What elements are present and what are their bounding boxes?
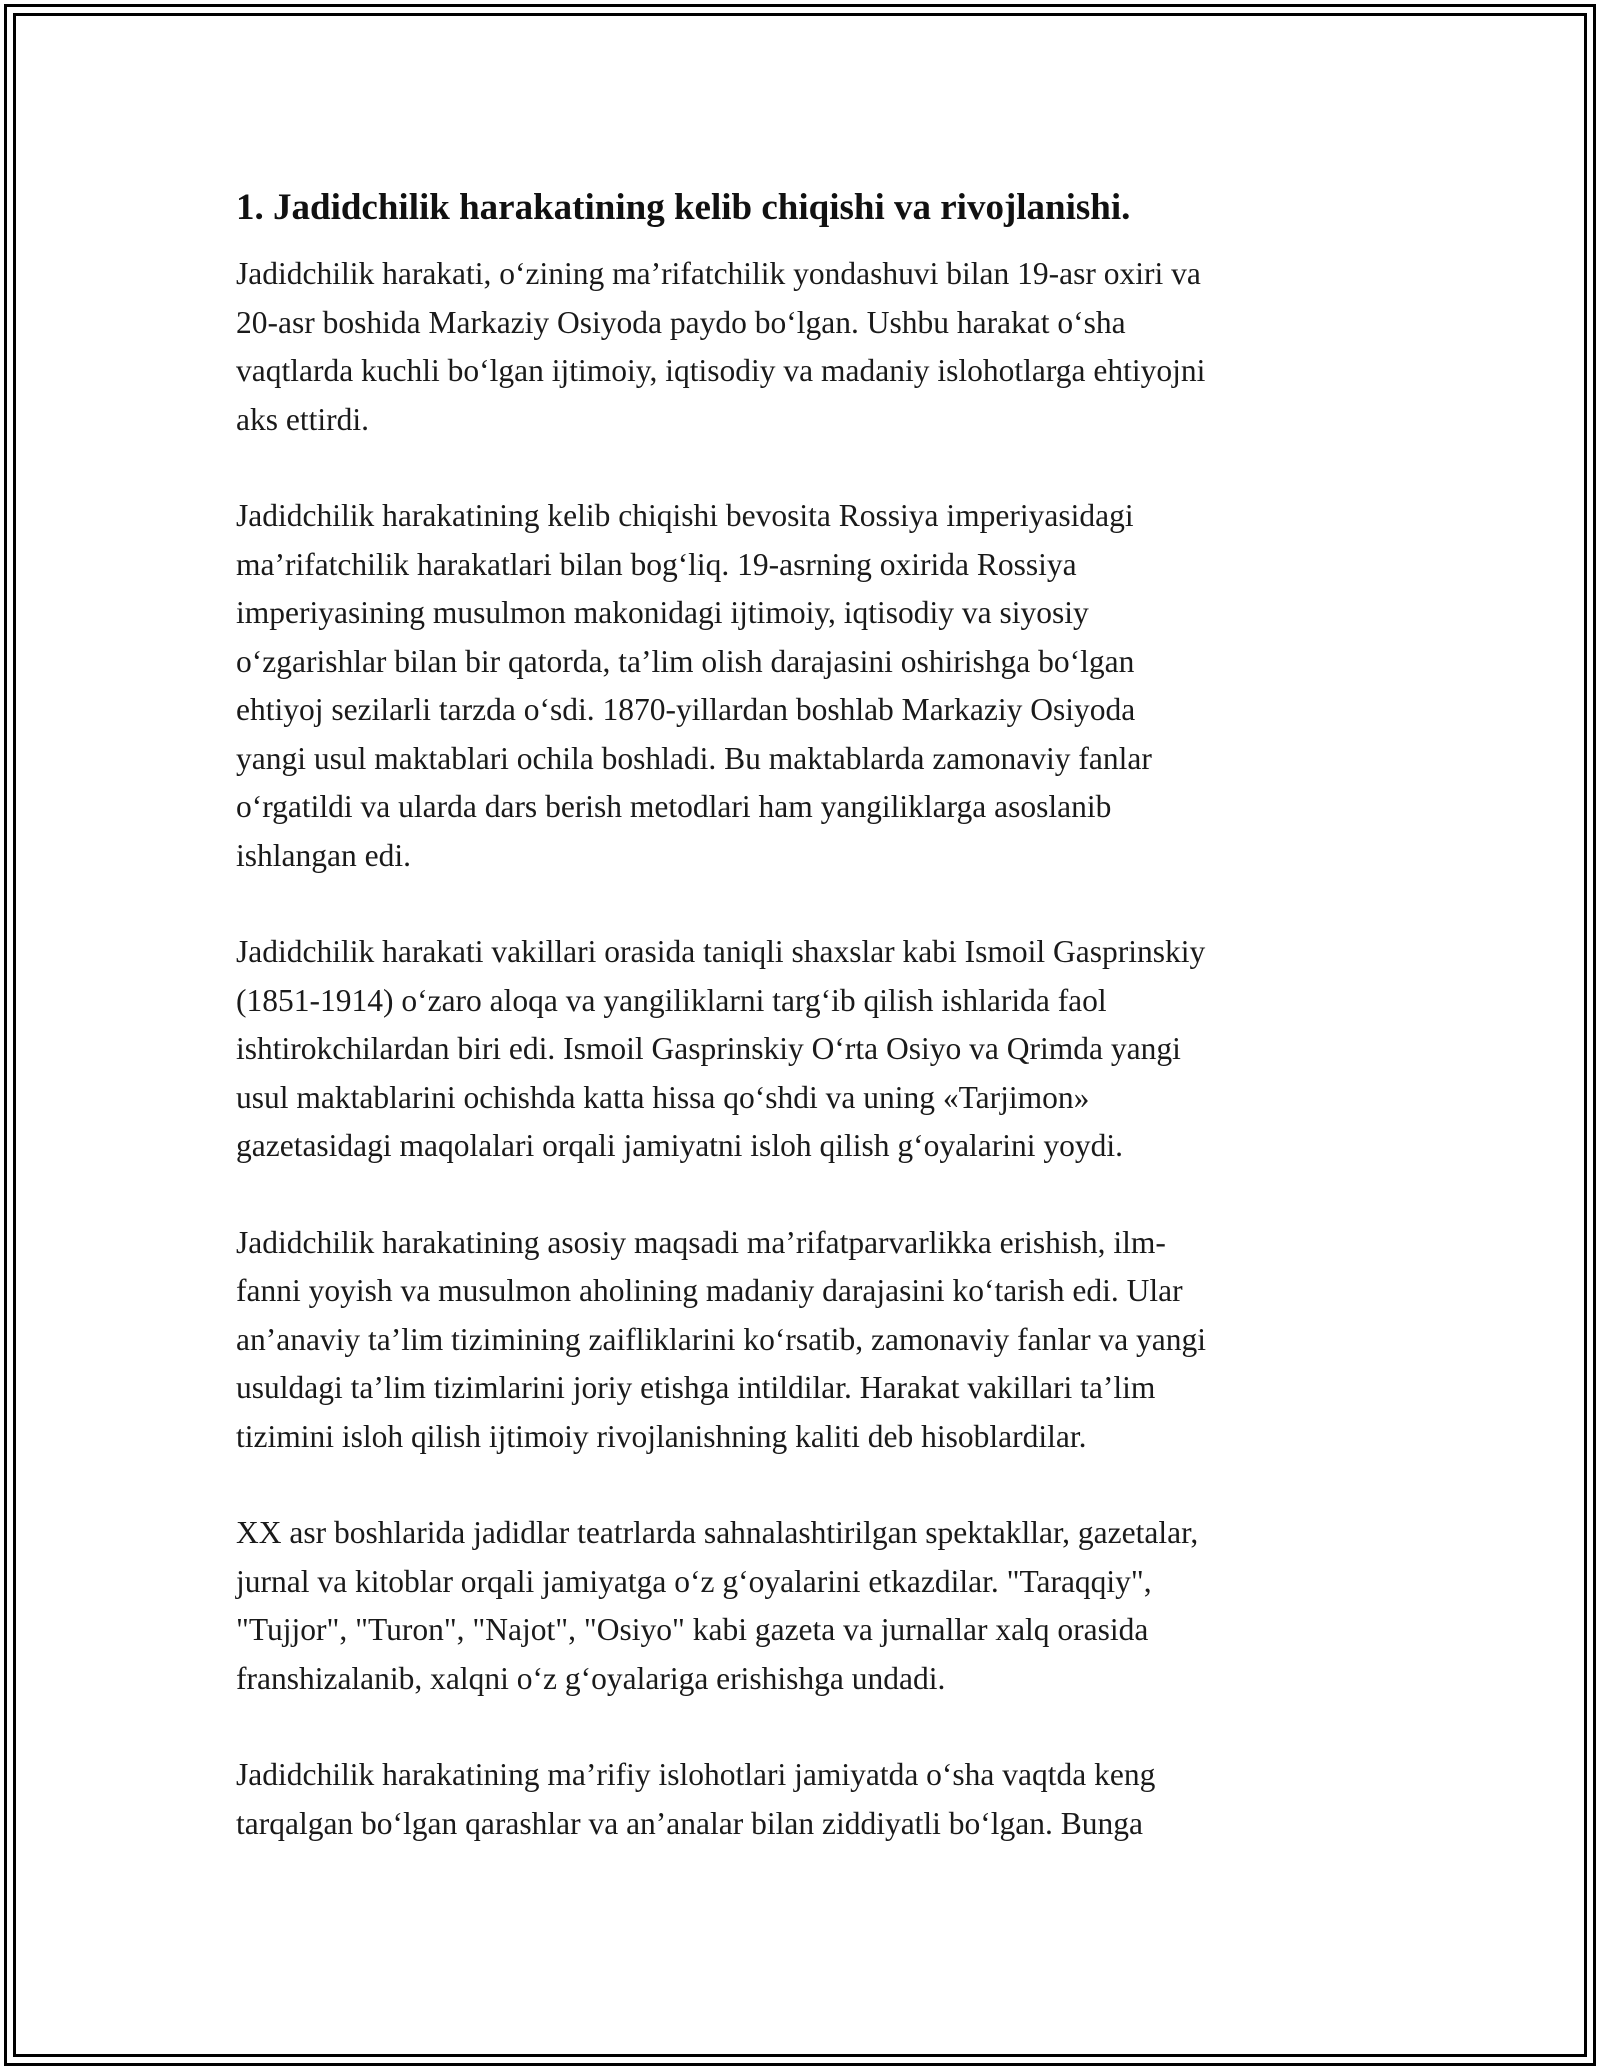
paragraph-line: o‘rgatildi va ularda dars berish metodlari ham yangiliklarga asoslanib <box>236 789 1112 824</box>
paragraph-line: Jadidchilik harakatining ma’rifiy islohotlari jamiyatda o‘sha vaqtda keng <box>236 1757 1156 1792</box>
paragraph-line: (1851-1914) o‘zaro aloqa va yangiliklarni targ‘ib qilish ishlarida faol <box>236 982 1107 1018</box>
paragraph-line: tizimini isloh qilish ijtimoiy rivojlanishning kaliti deb hisoblardilar. <box>236 1418 1087 1454</box>
paragraph-line: usul maktablarini ochishda katta hissa qo‘shdi va uning «Tarjimon» <box>236 1079 1090 1115</box>
paragraph <box>236 1509 1376 1703</box>
paragraph-line: fanni yoyish va musulmon aholining madaniy darajasini ko‘tarish edi. Ular <box>236 1273 1183 1308</box>
paragraph-line: gazetasidagi maqolalari orqali jamiyatni isloh qilish g‘oyalarini yoydi. <box>236 1128 1124 1163</box>
paragraph-line: ishtirokchilardan biri edi. Ismoil Gasprinskiy O‘rta Osiyo va Qrimda yangi <box>236 1031 1181 1066</box>
paragraph-line: an’anaviy ta’lim tizimining zaifliklarini ko‘rsatib, zamonaviy fanlar va yangi <box>236 1321 1207 1357</box>
paragraph-line: vaqtlarda kuchli bo‘lgan ijtimoiy, iqtisodiy va madaniy islohotlarga ehtiyojni <box>236 353 1206 388</box>
paragraph-line: imperiyasining musulmon makonidagi ijtimoiy, iqtisodiy va siyosiy <box>236 595 1089 630</box>
paragraph-line: 20-asr boshida Markaziy Osiyoda paydo bo‘lgan. Ushbu harakat o‘sha <box>236 304 1126 340</box>
paragraph-line: jurnal va kitoblar orqali jamiyatga o‘z g‘oyalarini etkazdilar. "Taraqqiy", <box>236 1563 1152 1599</box>
paragraph-line: "Tujjor", "Turon", "Najot", "Osiyo" kabi gazeta va jurnallar xalq orasida <box>236 1612 1149 1647</box>
paragraph <box>236 250 1376 444</box>
paragraph <box>236 928 1376 1171</box>
paragraph-line: Jadidchilik harakatining kelib chiqishi bevosita Rossiya imperiyasidagi <box>236 498 1134 533</box>
section-heading: 1. Jadidchilik harakatining kelib chiqishi va rivojlanishi. <box>236 187 1131 228</box>
paragraph-line: usuldagi ta’lim tizimlarini joriy etishga intildilar. Harakat vakillari ta’lim <box>236 1370 1156 1405</box>
paragraph-line: Jadidchilik harakati vakillari orasida taniqli shaxslar kabi Ismoil Gasprinskiy <box>236 934 1206 969</box>
paragraph-line: XX asr boshlarida jadidlar teatrlarda sahnalashtirilgan spektakllar, gazetalar, <box>236 1515 1199 1550</box>
paragraph-line: o‘zgarishlar bilan bir qatorda, ta’lim olish darajasini oshirishga bo‘lgan <box>236 643 1135 679</box>
paragraph-line: tarqalgan bo‘lgan qarashlar va an’analar bilan ziddiyatli bo‘lgan. Bunga <box>236 1805 1144 1841</box>
paragraph-list <box>236 250 1376 1848</box>
paragraph-line: yangi usul maktablari ochila boshladi. Bu maktablarda zamonaviy fanlar <box>236 740 1152 776</box>
paragraph-line: ishlangan edi. <box>236 837 411 873</box>
paragraph <box>236 1219 1376 1462</box>
paragraph-line: Jadidchilik harakati, o‘zining ma’rifatchilik yondashuvi bilan 19-asr oxiri va <box>236 256 1201 291</box>
paragraph-line: Jadidchilik harakatining asosiy maqsadi ma’rifatparvarlikka erishish, ilm- <box>236 1224 1166 1260</box>
document-body <box>236 184 1376 1896</box>
paragraph-line: aks ettirdi. <box>236 401 369 437</box>
paragraph <box>236 1751 1376 1848</box>
paragraph-line: franshizalanib, xalqni o‘z g‘oyalariga erishishga undadi. <box>236 1660 946 1696</box>
paragraph-line: ehtiyoj sezilarli tarzda o‘sdi. 1870-yillardan boshlab Markaziy Osiyoda <box>236 692 1136 727</box>
paragraph-line: ma’rifatchilik harakatlari bilan bog‘liq. 19-asrning oxirida Rossiya <box>236 546 1077 582</box>
paragraph <box>236 492 1376 880</box>
